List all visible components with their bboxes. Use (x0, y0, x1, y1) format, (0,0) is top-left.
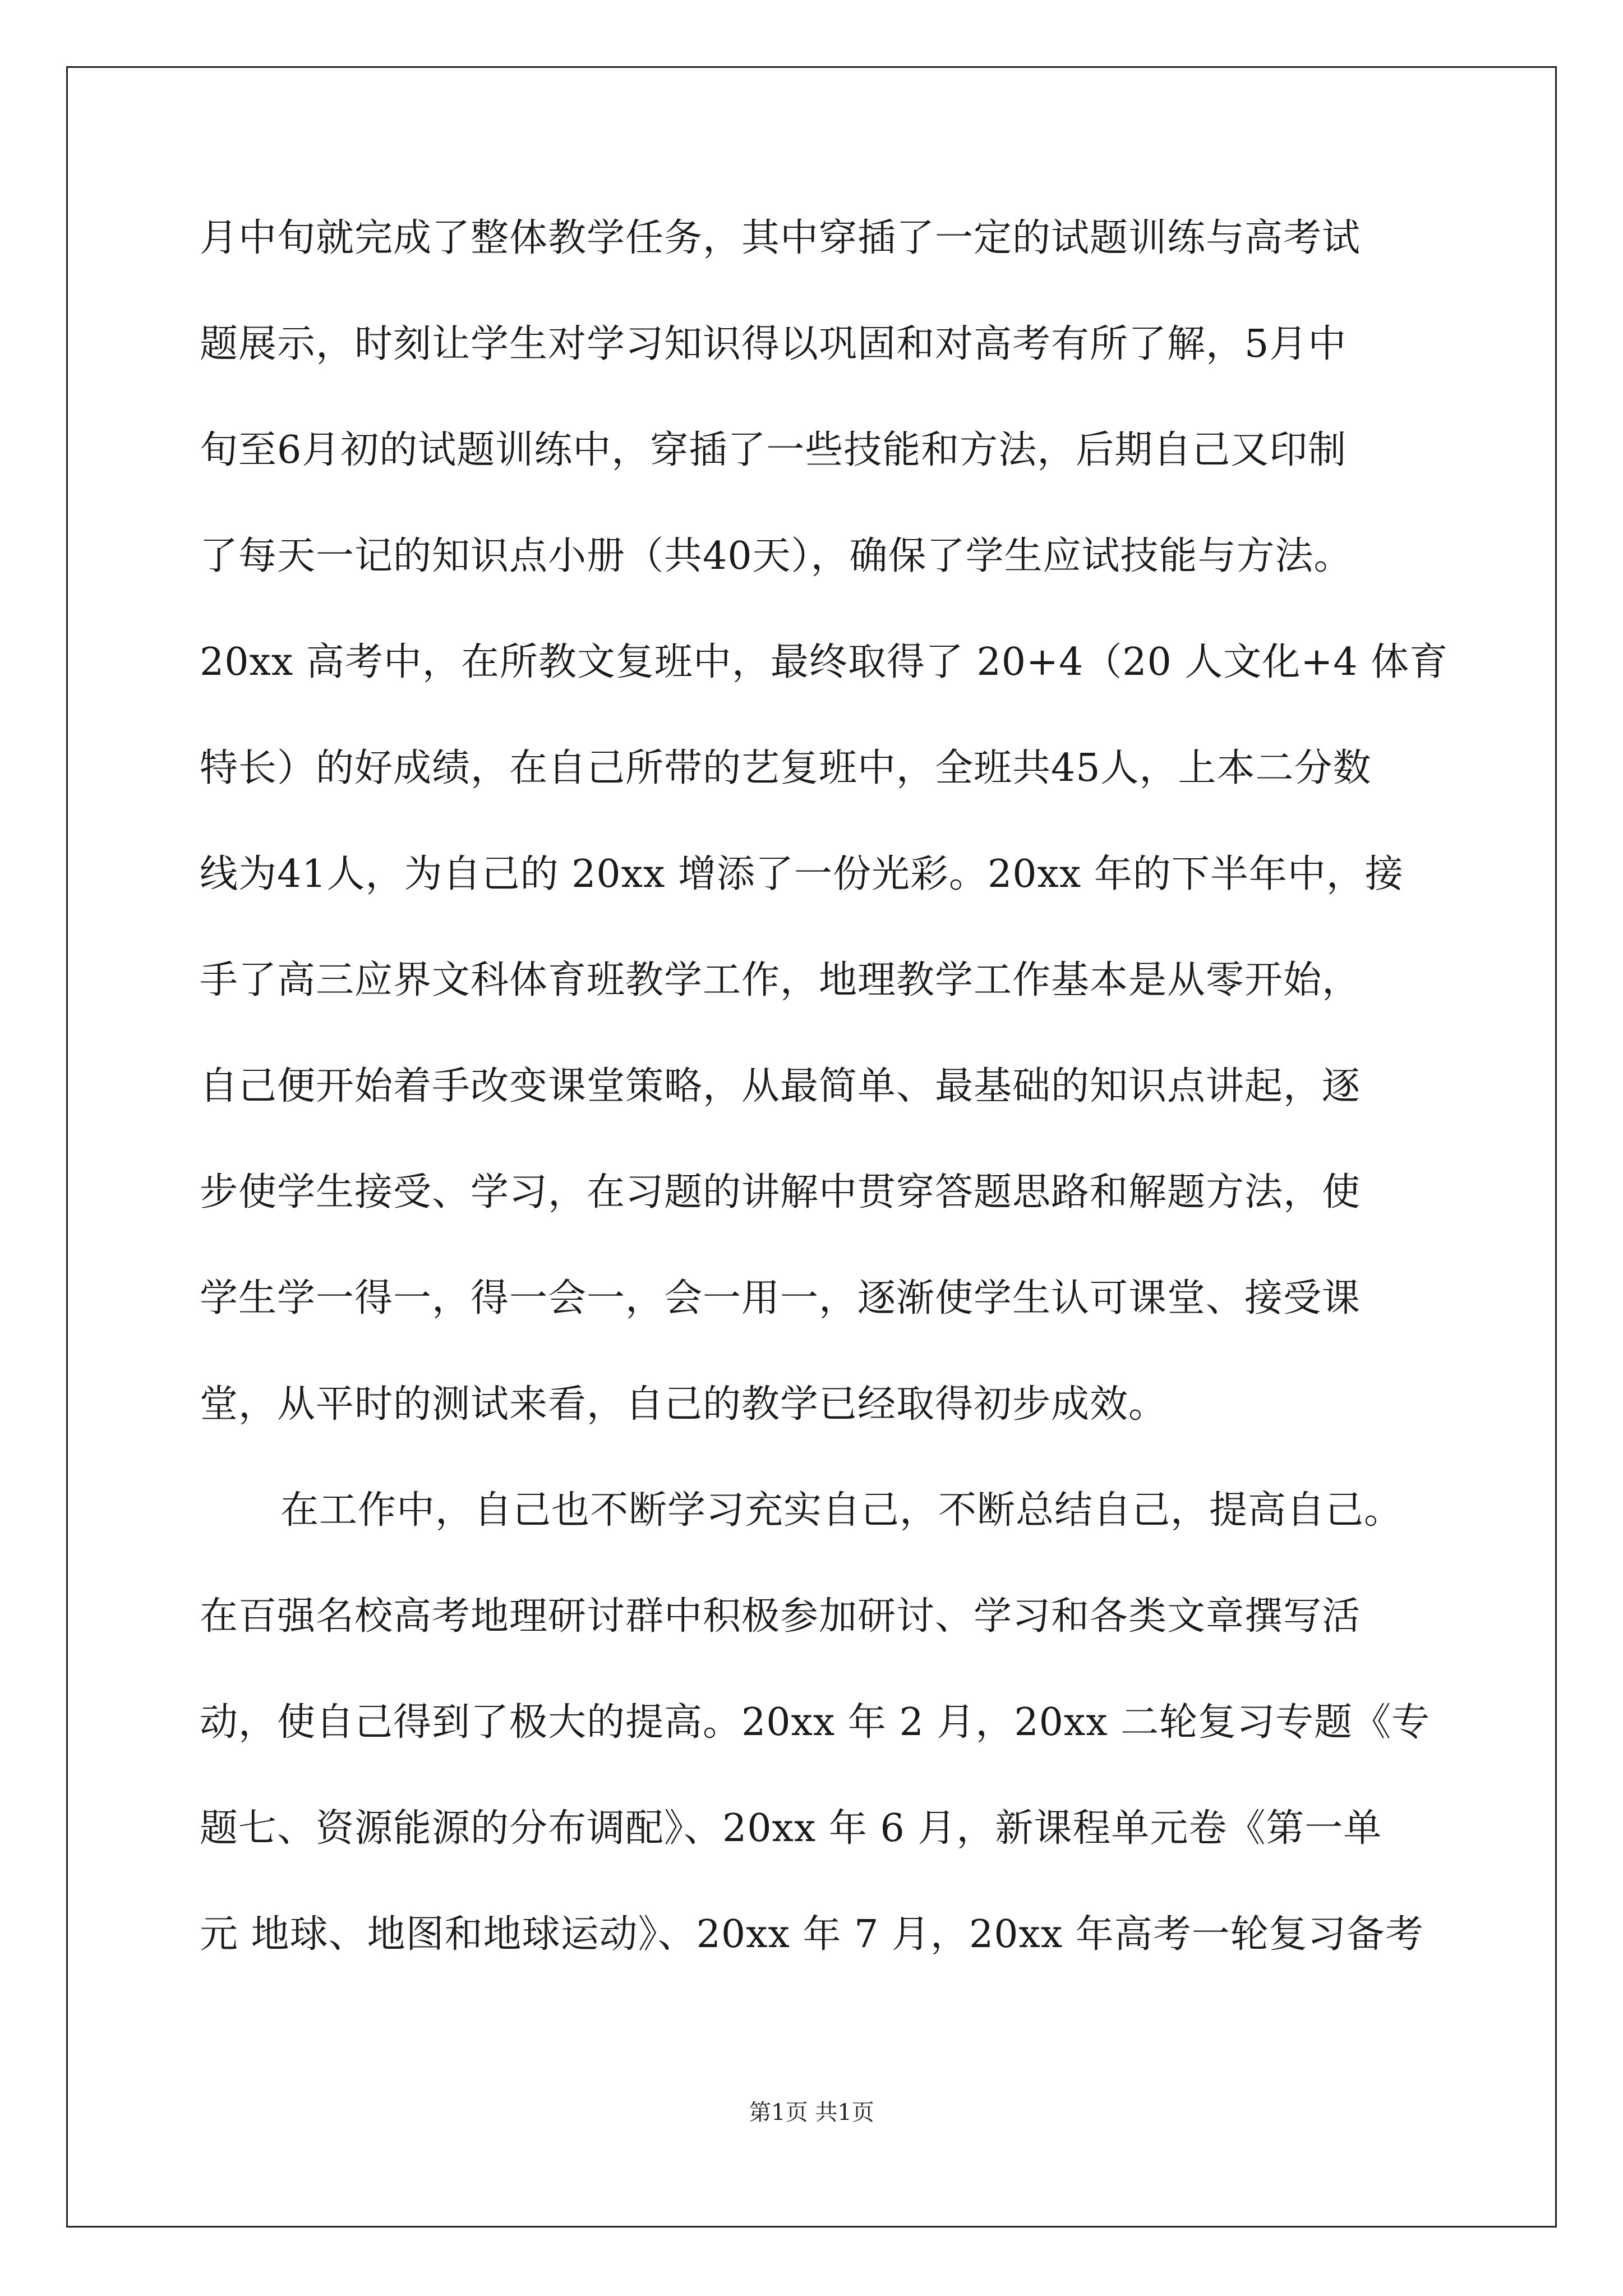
body-line: 自己便开始着手改变课堂策略，从最简单、最基础的知识点讲起，逐 (200, 1064, 1361, 1108)
body-line: 元 地球、地图和地球运动》、20xx 年 7 月，20xx 年高考一轮复习备考 (200, 1912, 1424, 1957)
body-line: 动，使自己得到了极大的提高。20xx 年 2 月，20xx 二轮复习专题《专 (200, 1700, 1431, 1745)
page-footer: 第1页 共1页 (749, 2100, 874, 2125)
body-line: 旬至6月初的试题训练中，穿插了一些技能和方法，后期自己又印制 (200, 428, 1347, 472)
body-line: 了每天一记的知识点小册（共40天），确保了学生应试技能与方法。 (200, 534, 1353, 578)
body-line: 特长）的好成绩，在自己所带的艺复班中，全班共45人，上本二分数 (200, 746, 1372, 790)
body-line: 学生学一得一，得一会一，会一用一，逐渐使学生认可课堂、接受课 (200, 1276, 1361, 1320)
body-line: 手了高三应界文科体育班教学工作，地理教学工作基本是从零开始， (200, 958, 1361, 1002)
body-line: 线为41人，为自己的 20xx 增添了一份光彩。20xx 年的下半年中，接 (200, 852, 1404, 896)
document-body (200, 205, 1449, 2007)
body-line: 月中旬就完成了整体教学任务，其中穿插了一定的试题训练与高考试 (200, 216, 1361, 260)
body-line: 20xx 高考中，在所教文复班中，最终取得了 20+4（20 人文化+4 体育 (200, 640, 1449, 684)
body-line: 题展示，时刻让学生对学习知识得以巩固和对高考有所了解，5月中 (200, 322, 1347, 366)
paragraph-start-line: 在工作中，自己也不断学习充实自己，不断总结自己，提高自己。 (280, 1488, 1403, 1533)
body-line: 堂，从平时的测试来看，自己的教学已经取得初步成效。 (200, 1382, 1168, 1427)
body-line: 步使学生接受、学习，在习题的讲解中贯穿答题思路和解题方法，使 (200, 1170, 1361, 1214)
body-line: 在百强名校高考地理研讨群中积极参加研讨、学习和各类文章撰写活 (200, 1594, 1361, 1639)
body-line: 题七、资源能源的分布调配》、20xx 年 6 月，新课程单元卷《第一单 (200, 1806, 1382, 1851)
